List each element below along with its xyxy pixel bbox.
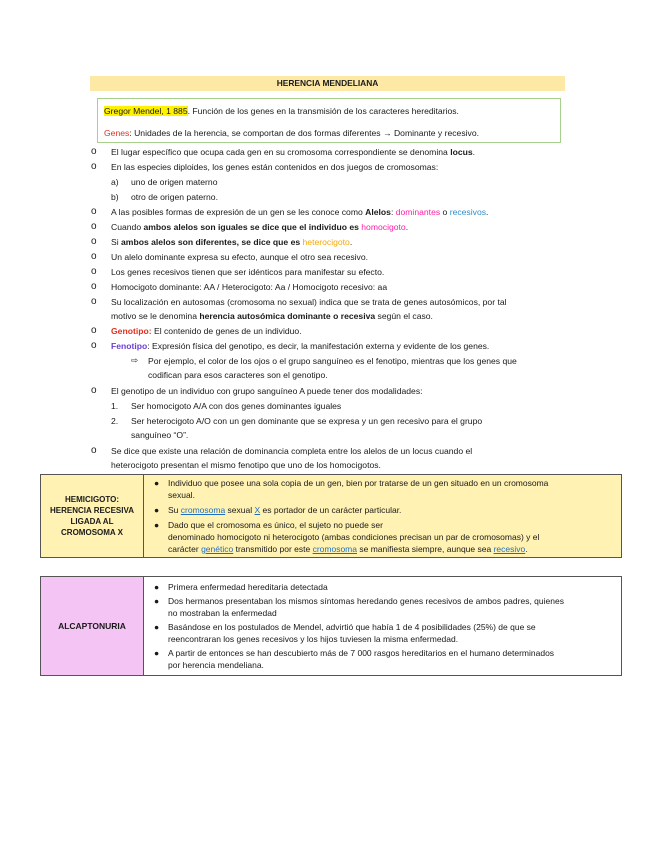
sub-item-maternal: uno de origen materno [131,177,218,187]
list-item-locus: El lugar específico que ocupa cada gen en su cromosoma correspondiente se denomina locus. [111,147,476,157]
list-item-homozygous: Cuando ambos alelos son iguales se dice que el individuo es homocigoto. [111,222,409,232]
list-item: ● Individuo que posee una sola copia de un gen, bien por tratarse de un gen situado en un cromosoma sexual. [154,478,549,500]
list-item-genotypes: Homocigoto dominante: AA / Heterocigoto: Aa / Homocigoto recesivo: aa [111,282,388,292]
list-item-fenotipo: Fenotipo: Expresión física del genotipo, es decir, la manifestación externa y evidente de los genes. [111,341,490,351]
sub-item-homo-aa: Ser homocigoto A/A con dos genes dominantes iguales [131,401,342,411]
hemicigoto-table [40,474,622,558]
bullet-marker: o [91,385,97,396]
list-item: ● Su cromosoma sexual X es portador de un carácter particular. [154,505,402,515]
sub-marker: 2. [111,416,119,426]
intro-line-mendel: Gregor Mendel, 1 885. Función de los genes en la transmisión de los caracteres hereditarios. [104,106,459,116]
list-item-blood-group: El genotipo de un individuo con grupo sanguíneo A puede tener dos modalidades: [111,386,423,396]
list-item: ● Basándose en los postulados de Mendel, advirtió que había 1 de 4 posibilidades (25%) de que se reencontraran los genes recesivos y los hijos tuviesen la misma enfermedad. [154,622,536,644]
bullet-marker: o [91,445,97,456]
bullet-marker: o [91,146,97,157]
list-item: ● Primera enfermedad hereditaria detectada [154,582,328,592]
bullet-marker: o [91,281,97,292]
bullet-marker: o [91,161,97,172]
sub-marker: b) [111,192,119,202]
list-item-heterozygous: Si ambos alelos son diferentes, se dice que es heterocigoto. [111,237,353,247]
hemicigoto-content [144,475,622,558]
list-item-recessive: Los genes recesivos tienen que ser idénticos para manifestar su efecto. [111,267,385,277]
sub-item-example-l1: Por ejemplo, el color de los ojos o el grupo sanguíneo es el fenotipo, mientras que los genes que [148,356,517,366]
sub-marker: 1. [111,401,119,411]
bullet-marker: o [91,221,97,232]
genes-term: Genes [104,128,130,138]
list-item-genotipo: Genotipo: El contenido de genes de un individuo. [111,326,302,336]
hemicigoto-label: HEMICIGOTO: HERENCIA RECESIVA LIGADA AL CROMOSOMA X [41,475,144,558]
arrow-icon: ⇨ [131,355,139,365]
sub-item-hetero-ao-l1: Ser heterocigoto A/O con un gen dominante que se expresa y un gen recesivo para el grupo [131,416,483,426]
alcaptonuria-label: ALCAPTONURIA [41,577,144,676]
bullet-marker: o [91,236,97,247]
sub-item-paternal: otro de origen paterno. [131,192,218,202]
intro-line-genes: Genes: Unidades de la herencia, se comportan de dos formas diferentes → Dominante y recesivo. [104,128,479,138]
bullet-marker: o [91,325,97,336]
alcaptonuria-content [144,577,622,676]
cromosoma-link[interactable]: cromosoma [180,505,226,515]
list-item-dominance-l1: Se dice que existe una relación de dominancia completa entre los alelos de un locus cuando el [111,446,473,456]
bullet-marker: o [91,251,97,262]
bullet-marker: o [91,340,97,351]
bullet-marker: o [91,296,97,307]
list-item-autosomes-l1: Su localización en autosomas (cromosoma no sexual) indica que se trata de genes autosómicos, por tal [111,297,507,307]
list-item-autosomes-l2: motivo se le denomina herencia autosómica dominante o recesiva según el caso. [111,311,433,321]
list-item-dominance-l2: heterocigoto presentan el mismo fenotipo que uno de los homocigotos. [111,460,381,470]
list-item: ● A partir de entonces se han descubierto más de 7 000 rasgos hereditarios en el humano determinados por herencia mendeliana. [154,648,555,670]
list-item: ● Dos hermanos presentaban los mismos síntomas heredando genes recesivos de ambos padres, quienes no mostraban la enfermedad [154,596,564,618]
alcaptonuria-table [40,576,622,676]
sub-item-example-l2: codifican para esos caracteres son el genotipo. [148,370,328,380]
sub-marker: a) [111,177,119,187]
x-link[interactable]: X [254,505,261,515]
author-highlight: Gregor Mendel, 1 885 [104,106,188,116]
list-item: ● Dado que el cromosoma es único, el sujeto no puede ser denominado homocigoto ni heterocigoto (ambas condiciones precisan un par de cromosomas) y el carácter genético transmitido por este cromosoma se manifiesta siempre, aunque sea recesivo. [154,520,540,554]
sub-item-hetero-ao-l2: sanguíneo “O”. [131,430,189,440]
cromosoma-link[interactable]: cromosoma [312,544,357,554]
list-item-dominant-effect: Un alelo dominante expresa su efecto, aunque el otro sea recesivo. [111,252,369,262]
page-title: HERENCIA MENDELIANA [90,76,565,91]
genetico-link[interactable]: genético [201,544,234,554]
list-item-alleles: A las posibles formas de expresión de un gen se les conoce como Alelos: dominantes o recesivos. [111,207,489,217]
bullet-marker: o [91,206,97,217]
list-item-diploid: En las especies diploides, los genes están contenidos en dos juegos de cromosomas: [111,162,439,172]
bullet-marker: o [91,266,97,277]
recesivo-link[interactable]: recesivo [493,544,526,554]
intro-box [97,98,561,143]
